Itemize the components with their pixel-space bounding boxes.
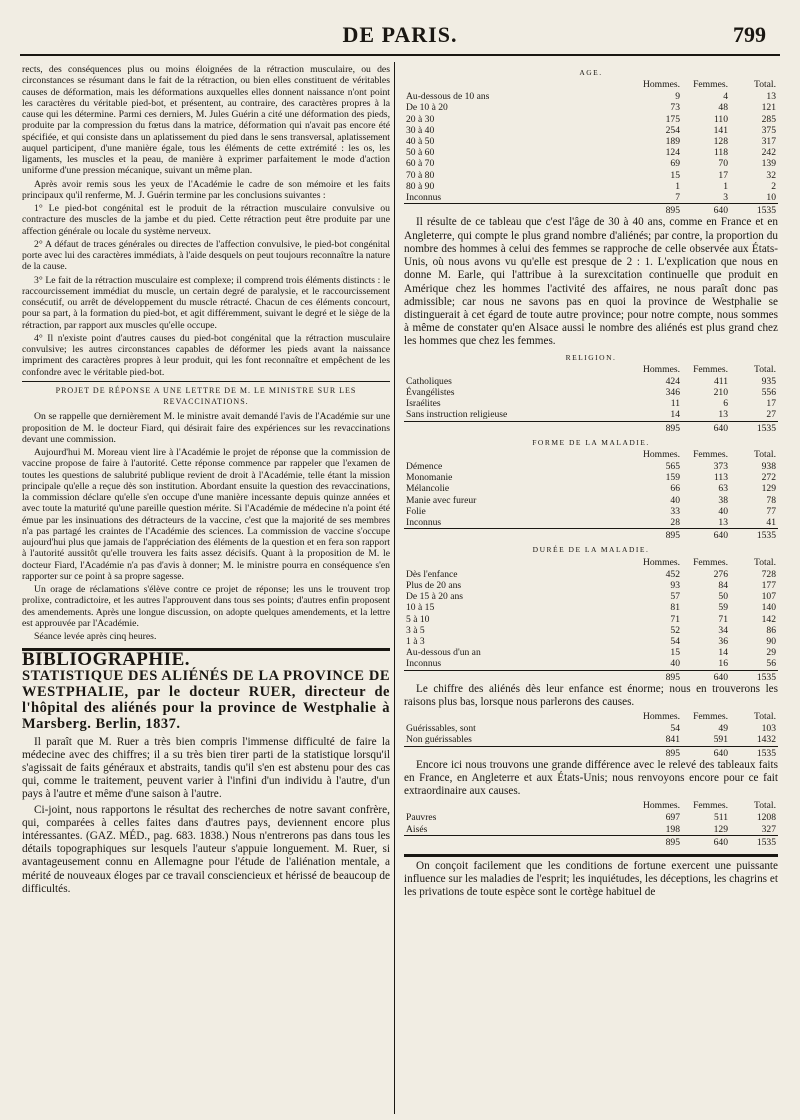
revaccination-section: [22, 411, 390, 642]
cell-value: 424: [665, 375, 680, 387]
cell-value: 1535: [730, 746, 778, 759]
row-label: [404, 835, 634, 848]
cell-value: 1535: [730, 835, 778, 848]
academy-intro: [22, 64, 390, 378]
table-row: [404, 580, 778, 591]
cell-value: 728: [761, 568, 776, 580]
page-number: 799: [733, 22, 766, 47]
cell-value: 841: [665, 734, 680, 746]
table-total-row: [404, 670, 778, 683]
row-label: Guérissables, sont: [406, 723, 476, 735]
conclusion-item: 3° Le fait de la rétraction musculaire est complexe; il comprend trois éléments distincts : le raccourcissement immédiat du muscle, un certain degré de paralysie, et le raccourcissement consécutif, ou arrêt de développement du muscle rétracté. Chacun de ces éléments concourt, pour sa part, à la formation du pied-bot, et agit différemment, suivant le degré et le siège de la rétraction, par rapport aux muscles qu'elle occupe.: [22, 274, 390, 331]
column-header: Femmes.: [693, 449, 728, 461]
paragraph: On conçoit facilement que les conditions de fortune exercent une puissante influence sur les maladies de l'esprit; les inquiétudes, les déceptions, les chagrins et les privations de toute espèce sont le cortège habituel de: [404, 859, 778, 899]
cell-value: 52: [670, 624, 680, 636]
row-label: [404, 421, 634, 434]
cell-value: 511: [713, 812, 728, 824]
difference-commentary: [404, 759, 778, 799]
cell-value: 17: [718, 169, 728, 181]
cell-value: 640: [682, 670, 730, 683]
table-row: [404, 376, 778, 387]
column-header: Hommes.: [642, 363, 680, 375]
bibliography-title: BIBLIOGRAPHIE.: [22, 649, 191, 671]
table-total-row: [404, 835, 778, 848]
cell-value: 15: [670, 169, 680, 181]
row-label: Évangélistes: [406, 386, 455, 398]
cell-value: 1535: [730, 529, 778, 542]
cell-value: 276: [713, 568, 728, 580]
cell-value: 16: [718, 658, 728, 670]
row-label: Démence: [406, 461, 443, 473]
cell-value: 1208: [756, 812, 776, 824]
row-label: Au-dessous d'un an: [406, 647, 481, 659]
cell-value: 935: [761, 375, 776, 387]
paragraph: Séance levée après cinq heures.: [34, 631, 157, 642]
age-commentary: [404, 216, 778, 348]
cell-value: 14: [670, 409, 680, 421]
cell-value: 327: [761, 823, 776, 835]
cell-value: 411: [713, 375, 728, 387]
table-row: [404, 483, 778, 494]
table-header-row: [404, 364, 778, 376]
row-label: Inconnus: [406, 192, 442, 204]
cell-value: 40: [670, 658, 680, 670]
cell-value: 73: [670, 102, 680, 114]
row-label: [404, 204, 634, 217]
cell-value: 36: [718, 635, 728, 647]
row-label: De 10 à 20: [406, 102, 448, 114]
table-row: [404, 569, 778, 580]
table-row: [404, 602, 778, 613]
cell-value: 2: [771, 180, 776, 192]
column-header: Total.: [754, 711, 776, 723]
table-row: [404, 517, 778, 529]
cell-value: 84: [718, 579, 728, 591]
cell-value: 113: [713, 472, 728, 484]
cell-value: 3: [723, 192, 728, 204]
cell-value: 129: [761, 483, 776, 495]
cell-value: 27: [766, 409, 776, 421]
religion-table: [404, 364, 778, 434]
column-header: Total.: [754, 800, 776, 812]
table-row: [404, 158, 778, 169]
column-header: Femmes.: [693, 800, 728, 812]
table-caption: FORME DE LA MALADIE.: [532, 437, 650, 447]
column-header: Total.: [754, 363, 776, 375]
cell-value: 28: [670, 517, 680, 529]
cell-value: 32: [766, 169, 776, 181]
bibliography-body: [22, 736, 390, 896]
cell-value: 1432: [756, 734, 776, 746]
section-rule: [404, 854, 778, 857]
row-label: Pauvres: [406, 812, 437, 824]
cell-value: 4: [723, 91, 728, 103]
cell-value: 110: [713, 113, 728, 125]
table-row: [404, 506, 778, 517]
row-label: Non guérissables: [406, 734, 472, 746]
cell-value: 33: [670, 505, 680, 517]
cell-value: 285: [761, 113, 776, 125]
cell-value: 11: [670, 398, 680, 410]
column-header: Hommes.: [642, 711, 680, 723]
column-header: Femmes.: [693, 79, 728, 91]
table-header-row: [404, 557, 778, 569]
table-row: [404, 734, 778, 746]
table-caption: DURÉE DE LA MALADIE.: [532, 545, 650, 555]
cell-value: 81: [670, 602, 680, 614]
cell-value: 640: [682, 204, 730, 217]
table-row: [404, 91, 778, 102]
cell-value: 198: [665, 823, 680, 835]
table-total-row: [404, 529, 778, 542]
row-label: Aisés: [406, 823, 428, 835]
cell-value: 86: [766, 624, 776, 636]
disease-duration-table: [404, 557, 778, 683]
cell-value: 141: [713, 124, 728, 136]
column-header: Total.: [754, 79, 776, 91]
table-total-row: [404, 421, 778, 434]
cell-value: 103: [761, 723, 776, 735]
row-label: Plus de 20 ans: [406, 579, 462, 591]
cell-value: 54: [670, 723, 680, 735]
table-row: [404, 658, 778, 670]
cell-value: 63: [718, 483, 728, 495]
row-label: 10 à 15: [406, 602, 435, 614]
column-header: Total.: [754, 556, 776, 568]
cell-value: 48: [718, 102, 728, 114]
row-label: Catholiques: [406, 375, 452, 387]
row-label: Folie: [406, 505, 426, 517]
paragraph: Le chiffre des aliénés dès leur enfance est énorme; nous en trouverons les raisons plus bas, lorsque nous parlerons des causes.: [404, 682, 778, 708]
page-header: [20, 16, 780, 60]
cell-value: 1535: [730, 670, 778, 683]
curability-table: [404, 711, 778, 759]
column-header: Femmes.: [693, 363, 728, 375]
conclusion-item: 1° Le pied-bot congénital est le produit de la rétraction musculaire convulsive ou contracture des muscles de la jambe et du pied. Cette rétraction peut être produite par une affection générale ou locale du système nerveux.: [22, 203, 390, 237]
cell-value: 56: [766, 658, 776, 670]
table-row: [404, 647, 778, 658]
row-label: 60 à 70: [406, 158, 435, 170]
cell-value: 66: [670, 483, 680, 495]
cell-value: 17: [766, 398, 776, 410]
row-label: [404, 529, 634, 542]
row-label: 3 à 5: [406, 624, 425, 636]
cell-value: 70: [718, 158, 728, 170]
table-row: [404, 591, 778, 602]
cell-value: 9: [675, 91, 680, 103]
row-label: 80 à 90: [406, 180, 435, 192]
cell-value: 591: [713, 734, 728, 746]
table-total-row: [404, 746, 778, 759]
row-label: Monomanie: [406, 472, 453, 484]
cell-value: 895: [634, 835, 682, 848]
cell-value: 59: [718, 602, 728, 614]
row-label: Manie avec fureur: [406, 494, 477, 506]
cell-value: 1535: [730, 421, 778, 434]
cell-value: 210: [713, 386, 728, 398]
table-row: [404, 461, 778, 472]
cell-value: 50: [718, 591, 728, 603]
cell-value: 29: [766, 647, 776, 659]
left-column: [22, 64, 390, 898]
cell-value: 938: [761, 461, 776, 473]
row-label: 40 à 50: [406, 136, 435, 148]
cell-value: 140: [761, 602, 776, 614]
paragraph: On se rappelle que dernièrement M. le ministre avait demandé l'avis de l'Académie sur une proposition de M. le docteur Fiard, qui désirait faire des expériences sur les revaccinations devant une commission.: [22, 411, 390, 445]
row-label: 70 à 80: [406, 169, 435, 181]
cell-value: 54: [670, 635, 680, 647]
column-divider: [394, 62, 395, 1114]
row-label: Israélites: [406, 398, 441, 410]
paragraph: Il résulte de ce tableau que c'est l'âge de 30 à 40 ans, comme en France et en Angleterre, qui compte le plus grand nombre d'aliénés; par contre, la proportion du nombre des hommes à celui des femmes se rapproche de celle observée aux États-Unis, où nous avons vu qu'elle est presque de 2 : 1. L'explication que nous en donne M. Earle, qui l'attribue à la surexcitation continuelle que produit en Amérique chez les hommes l'activité des affaires, ne nous paraît donc pas admissible; car nous ne savons pas en quoi la province de Westphalie se distinguerait à cet égard de toute autre province; pour notre compte, nous sommes à même de constater qu'en Alsace aussi le nombre des aliénés est plus grand chez les hommes que chez les femmes.: [404, 216, 778, 348]
row-label: [404, 746, 634, 759]
column-header: Total.: [754, 449, 776, 461]
cell-value: 71: [718, 613, 728, 625]
cell-value: 640: [682, 421, 730, 434]
cell-value: 895: [634, 204, 682, 217]
cell-value: 107: [761, 591, 776, 603]
table-row: [404, 812, 778, 823]
row-label: Sans instruction religieuse: [406, 409, 508, 421]
cell-value: 640: [682, 746, 730, 759]
cell-value: 118: [713, 147, 728, 159]
cell-value: 895: [634, 670, 682, 683]
age-table: [404, 79, 778, 216]
table-row: [404, 147, 778, 158]
column-header: Femmes.: [693, 711, 728, 723]
cell-value: 129: [713, 823, 728, 835]
cell-value: 71: [670, 613, 680, 625]
row-label: [404, 670, 634, 683]
cell-value: 128: [713, 136, 728, 148]
table-header-row: [404, 711, 778, 723]
table-row: [404, 472, 778, 483]
cell-value: 77: [766, 505, 776, 517]
right-column: [404, 64, 778, 902]
cell-value: 121: [761, 102, 776, 114]
cell-value: 38: [718, 494, 728, 506]
cell-value: 159: [665, 472, 680, 484]
fortune-commentary: [404, 860, 778, 900]
cell-value: 90: [766, 635, 776, 647]
cell-value: 177: [761, 579, 776, 591]
paragraph: rects, des conséquences plus ou moins éloignées de la rétraction musculaire, ou des circonstances se résumant dans le fait de la rétraction, ou bien elles constituent de véritables causes de déformation, mais les déformations auxquelles elles donnent naissance n'ont point les caractères du véritable pied-bot, et présentent, au contraire, des caractères propres à la cause qui les détermine. Parmi ces derniers, M. Jules Guérin a cité une déformation des pieds, produite par la compression du fœtus dans la matrice, déformation qui n'avait pas encore été spécifiée, et qui consiste dans un aplatissement du pied dans le sens transversal, aplatissement auquel participent, d'une manière égale, tous les éléments de cette extrémité : les os, les ligaments, les muscles et la peau, de manière à exprimer parfaitement le mode d'action uniforme d'une pression mécanique, suivant un même plan.: [22, 64, 390, 177]
table-row: [404, 614, 778, 625]
row-label: Inconnus: [406, 658, 442, 670]
paragraph: Aujourd'hui M. Moreau vient lire à l'Académie le projet de réponse que la commission de vaccine propose de faire à l'autorité. Cette réponse commence par rappeler que l'examen de toutes les questions de salubrité publique revient de droit à l'Académie, telle étant la mission principale qu'elle a reçue dès son institution. Abordant ensuite la question des revaccinations, la commission déclare qu'elle s'en occupe d'une manière incessante depuis quinze années et avec toute la maturité qu'une pareille question mérite. Si l'Académie de médecine n'a point été émue par les insinuations des détracteurs de la vaccine, c'est que la majorité de ses membres n'a pas partagé les craintes de l'Académie des sciences. La commission de vaccine s'occupe aujourd'hui plus que jamais de l'appréciation des éléments de la question et en fera son rapport à l'autorité aussitôt qu'elle trouvera les faits assez décisifs. Quant à la proposition de M. le docteur Fiard, l'Académie n'a pas d'avis à donner; M. le ministre pourra en conséquence s'en rapporter sur ce point à sa propre sagesse.: [22, 447, 390, 582]
cell-value: 1: [675, 180, 680, 192]
table-row: [404, 824, 778, 836]
cell-value: 15: [670, 647, 680, 659]
row-label: Au-dessous de 10 ans: [406, 91, 490, 103]
cell-value: 346: [665, 386, 680, 398]
table-row: [404, 181, 778, 192]
conclusion-item: 2° A défaut de traces générales ou directes de l'affection convulsive, le pied-bot congénital porte avec lui des caractères immédiats, à l'aide desquels on peut toujours reconnaître la nature de la cause.: [22, 238, 390, 273]
table-total-row: [404, 204, 778, 217]
cell-value: 40: [718, 505, 728, 517]
cell-value: 452: [665, 568, 680, 580]
table-row: [404, 409, 778, 421]
row-label: Dès l'enfance: [406, 568, 458, 580]
cell-value: 565: [665, 461, 680, 473]
paragraph: Encore ici nous trouvons une grande différence avec le relevé des tableaux faits en France, en Angleterre et aux États-Unis; nous renvoyons encore pour ce fait extraordinaire aux causes.: [404, 758, 778, 798]
paragraph: Il paraît que M. Ruer a très bien compris l'immense difficulté de faire la médecine avec des chiffres; il a su très bien tirer parti de la statistique lorsqu'il s'agissait de faits généraux et abstraits, tandis qu'il s'en est abstenu pour des cas qui, comme le traitement, peuvent varier à l'infini d'un individu à l'autre, d'un pays à l'autre et même d'une saison à l'autre.: [22, 735, 390, 801]
cell-value: 13: [766, 91, 776, 103]
paragraph: Un orage de réclamations s'élève contre ce projet de réponse; les uns le trouvent trop prolixe, contradictoire, et les autres l'approuvent dans tous ses points; d'autres enfin proposent des amendements. Après une longue discussion, on adopte quelques amendements, et la lettre est approuvée par l'Académie.: [22, 584, 390, 629]
table-row: [404, 170, 778, 181]
column-header: Femmes.: [693, 556, 728, 568]
cell-value: 10: [766, 192, 776, 204]
cell-value: 895: [634, 746, 682, 759]
table-row: [404, 625, 778, 636]
column-header: Hommes.: [642, 79, 680, 91]
cell-value: 13: [718, 517, 728, 529]
header-rule: [20, 54, 780, 56]
cell-value: 895: [634, 421, 682, 434]
row-label: De 15 à 20 ans: [406, 591, 464, 603]
cell-value: 69: [670, 158, 680, 170]
section-heading: PROJET DE RÉPONSE A UNE LETTRE DE M. LE MINISTRE SUR LES REVACCINATIONS.: [22, 381, 390, 408]
row-label: 50 à 60: [406, 147, 435, 159]
cell-value: 242: [761, 147, 776, 159]
row-label: 30 à 40: [406, 124, 435, 136]
bibliography-subtitle: STATISTIQUE DES ALIÉNÉS DE LA PROVINCE DE WESTPHALIE, par le docteur RUER, directeur de l'hôpital des aliénés pour la province de Westphalie à Marsberg. Berlin, 1837.: [22, 667, 390, 732]
table-row: [404, 387, 778, 398]
column-header: Hommes.: [642, 556, 680, 568]
cell-value: 139: [761, 158, 776, 170]
cell-value: 41: [766, 517, 776, 529]
cell-value: 78: [766, 494, 776, 506]
table-row: [404, 125, 778, 136]
cell-value: 375: [761, 124, 776, 136]
table-row: [404, 495, 778, 506]
disease-form-table: [404, 449, 778, 541]
table-row: [404, 192, 778, 204]
table-header-row: [404, 800, 778, 812]
cell-value: 93: [670, 579, 680, 591]
column-header: Hommes.: [642, 449, 680, 461]
cell-value: 272: [761, 472, 776, 484]
cell-value: 124: [665, 147, 680, 159]
table-row: [404, 636, 778, 647]
cell-value: 40: [670, 494, 680, 506]
table-caption: AGE.: [579, 68, 603, 77]
cell-value: 556: [761, 386, 776, 398]
cell-value: 640: [682, 835, 730, 848]
table-row: [404, 398, 778, 409]
table-row: [404, 723, 778, 734]
cell-value: 1535: [730, 204, 778, 217]
row-label: 20 à 30: [406, 113, 435, 125]
cell-value: 254: [665, 124, 680, 136]
conclusion-item: 4° Il n'existe point d'autres causes du pied-bot congénital que la rétraction musculaire convulsive; les autres circonstances capables de déformer les pieds avant la naissance impriment des caractères propres à leur produit, qui les font reconnaître et empêchent de les confondre avec le véritable pied-bot.: [22, 332, 390, 378]
cell-value: 142: [761, 613, 776, 625]
cell-value: 6: [723, 398, 728, 410]
cell-value: 175: [665, 113, 680, 125]
table-header-row: [404, 79, 778, 91]
cell-value: 14: [718, 647, 728, 659]
cell-value: 7: [675, 192, 680, 204]
cell-value: 640: [682, 529, 730, 542]
childhood-commentary: [404, 683, 778, 709]
page-header-title: DE PARIS.: [342, 22, 458, 47]
paragraph: Après avoir remis sous les yeux de l'Académie le cadre de son mémoire et les faits principaux qu'il renferme, M. J. Guérin termine par les conclusions suivantes :: [22, 178, 390, 201]
paragraph: Ci-joint, nous rapportons le résultat des recherches de notre savant confrère, qui, comparées à celles faites dans d'autres pays, deviennent encore plus intéressantes. (GAZ. MÉD., pag. 683. 1838.) Nous n'entrerons pas dans tous les détails topographiques sur lesquels l'auteur s'appuie longuement. M. Ruer, si avantageusement connu en Allemagne pour l'étude de l'aliénation mentale, a mérité de nouveaux éloges par ce travail consciencieux et hérissé de beaucoup de difficultés.: [22, 803, 390, 895]
row-label: Inconnus: [406, 517, 442, 529]
cell-value: 1: [723, 180, 728, 192]
cell-value: 13: [718, 409, 728, 421]
column-header: Hommes.: [642, 800, 680, 812]
table-row: [404, 102, 778, 113]
table-row: [404, 114, 778, 125]
cell-value: 57: [670, 591, 680, 603]
fortune-table: [404, 800, 778, 848]
cell-value: 317: [761, 136, 776, 148]
row-label: 5 à 10: [406, 613, 430, 625]
cell-value: 697: [665, 812, 680, 824]
cell-value: 895: [634, 529, 682, 542]
table-row: [404, 136, 778, 147]
table-header-row: [404, 449, 778, 461]
row-label: Mélancolie: [406, 483, 450, 495]
cell-value: 373: [713, 461, 728, 473]
cell-value: 189: [665, 136, 680, 148]
cell-value: 34: [718, 624, 728, 636]
row-label: 1 à 3: [406, 635, 425, 647]
cell-value: 49: [718, 723, 728, 735]
table-caption: RELIGION.: [565, 352, 617, 362]
